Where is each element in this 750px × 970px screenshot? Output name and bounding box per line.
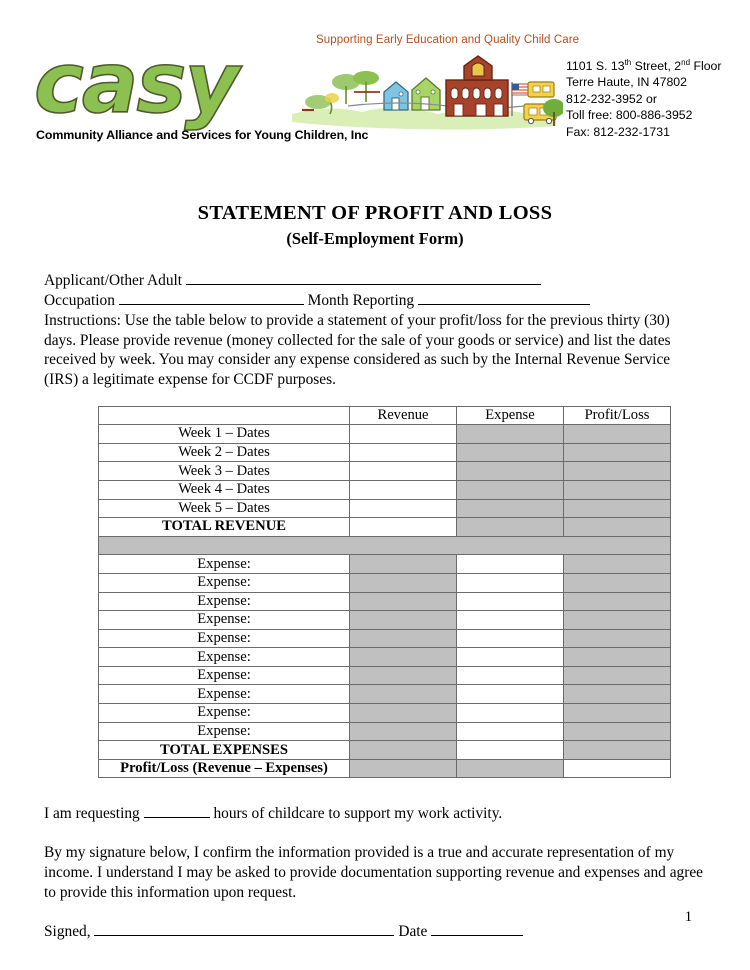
date-label: Date [398,922,428,940]
cell-revenue [350,741,457,760]
applicant-label: Applicant/Other Adult [44,272,183,289]
month-reporting-input-blank[interactable] [418,291,590,305]
cell-revenue [350,759,457,778]
cell-revenue [350,648,457,667]
cell-profit-loss [564,592,671,611]
address-toll-free: Toll free: 800-886-3952 [566,108,693,123]
cell-profit-loss [564,648,671,667]
cell-expense[interactable] [457,704,564,723]
table-row-revenue [99,499,671,518]
tagline: Supporting Early Education and Quality Child Care [316,34,580,46]
column-header-expense: Expense [457,406,564,425]
table-row-expense [99,573,671,592]
cell-expense [457,462,564,481]
table-row-expense [99,611,671,630]
page-title: STATEMENT OF PROFIT AND LOSS [197,202,553,224]
row-label: Week 3 – Dates [99,462,350,481]
table-row-expense [99,759,671,778]
occupation-input-blank[interactable] [119,291,304,305]
cell-profit-loss [564,480,671,499]
month-reporting-label: Month Reporting [307,291,415,309]
page-subtitle: (Self-Employment Form) [286,229,464,248]
cell-revenue [350,685,457,704]
section-spacer-cell [99,536,671,555]
row-label: Expense: [99,629,350,648]
cell-revenue [350,666,457,685]
date-input-blank[interactable] [431,922,523,936]
cell-expense[interactable] [457,573,564,592]
cell-profit-loss [564,462,671,481]
row-label: Week 4 – Dates [99,480,350,499]
signature-statement: By my signature below, I confirm the information provided is a true and accurate representation of my income. I understand I may be asked to provide documentation supporting revenue and expenses and agree to provide this information upon request. [44,844,704,901]
cell-expense[interactable] [457,722,564,741]
applicant-field-row [44,271,716,291]
row-label: TOTAL EXPENSES [99,741,350,760]
town-scene-illustration [288,52,563,134]
address-city-state-zip: Terre Haute, IN 47802 [566,75,687,90]
hours-request-line [44,804,716,824]
table-section-spacer [99,536,671,555]
address-street: 1101 S. 13th Street, 2nd Floor [566,57,722,73]
cell-profit-loss [564,573,671,592]
cell-revenue[interactable] [350,499,457,518]
cell-revenue [350,555,457,574]
applicant-input-blank[interactable] [186,271,541,285]
profit-loss-table-wrapper [98,406,650,779]
cell-expense[interactable] [457,685,564,704]
cell-profit-loss [564,722,671,741]
hours-input-blank[interactable] [144,804,210,818]
column-header-profit-loss: Profit/Loss [564,406,671,425]
cell-revenue [350,592,457,611]
table-row-revenue [99,480,671,499]
footer-spacer-2 [44,903,716,922]
cell-expense [457,759,564,778]
row-label: Week 5 – Dates [99,499,350,518]
table-row-expense [99,592,671,611]
cell-revenue [350,704,457,723]
table-row-expense [99,685,671,704]
cell-profit-loss [564,704,671,723]
cell-revenue [350,611,457,630]
column-header-blank [99,406,350,425]
cell-profit-loss [564,443,671,462]
row-label: Expense: [99,611,350,630]
cell-profit-loss [564,518,671,537]
row-label: Expense: [99,722,350,741]
cell-profit-loss[interactable] [564,759,671,778]
row-label: Expense: [99,685,350,704]
table-row-expense [99,722,671,741]
table-row-revenue [99,518,671,537]
cell-expense [457,443,564,462]
profit-loss-table [98,406,671,779]
table-row-revenue [99,462,671,481]
cell-revenue[interactable] [350,443,457,462]
occupation-label: Occupation [44,291,115,309]
cell-revenue[interactable] [350,462,457,481]
cell-revenue[interactable] [350,480,457,499]
table-body [99,406,671,778]
table-row-expense [99,741,671,760]
signature-line-row [44,922,716,942]
hours-request-suffix: hours of childcare to support my work activity. [213,805,503,823]
cell-profit-loss [564,685,671,704]
row-label: TOTAL REVENUE [99,518,350,537]
table-row-expense [99,648,671,667]
cell-expense[interactable] [457,611,564,630]
cell-profit-loss [564,629,671,648]
row-label: Expense: [99,704,350,723]
cell-profit-loss [564,425,671,444]
row-label: Week 2 – Dates [99,443,350,462]
table-row-expense [99,666,671,685]
contact-address-block [566,58,722,140]
casy-logo [34,34,314,132]
table-row-expense [99,704,671,723]
cell-expense[interactable] [457,592,564,611]
row-label: Expense: [99,555,350,574]
row-label: Expense: [99,573,350,592]
cell-expense[interactable] [457,629,564,648]
address-fax: Fax: 812-232-1731 [566,124,670,139]
cell-profit-loss [564,611,671,630]
cell-expense[interactable] [457,648,564,667]
table-row-revenue [99,443,671,462]
cell-revenue [350,722,457,741]
page-number: 1 [684,909,692,925]
cell-profit-loss [564,741,671,760]
cell-expense[interactable] [457,555,564,574]
row-label: Expense: [99,666,350,685]
table-header-row [99,406,671,425]
casy-logo-text: casy [34,34,238,132]
cell-profit-loss [564,499,671,518]
signature-input-blank[interactable] [94,922,394,936]
cell-expense [457,425,564,444]
cell-expense [457,518,564,537]
cell-revenue[interactable] [350,518,457,537]
cell-expense[interactable] [457,741,564,760]
cell-profit-loss [564,555,671,574]
table-row-revenue [99,425,671,444]
instructions-text: Instructions: Use the table below to provide a statement of your profit/loss for the previous thirty (30) days. Please provide revenue (money collected for the sale of your goods or service) and list the dates received by week. You may consider any expense considered as such by the Internal Revenue Service (IRS) a legitimate expense for CCDF purposes. [44,312,671,388]
occupation-month-field-row [44,291,716,311]
address-phone: 812-232-3952 or [566,91,657,106]
cell-revenue [350,573,457,592]
cell-revenue [350,629,457,648]
cell-profit-loss [564,666,671,685]
table-row-expense [99,629,671,648]
applicant-form-area [44,271,716,390]
table-row-expense [99,555,671,574]
cell-revenue[interactable] [350,425,457,444]
hours-request-prefix: I am requesting [44,805,140,823]
organization-name: Community Alliance and Services for Young Children, Inc [36,128,369,142]
row-label: Week 1 – Dates [99,425,350,444]
page-header [0,0,750,160]
footer-spacer [44,824,716,843]
signed-label: Signed, [44,922,91,940]
document-title-block [0,202,750,249]
column-header-revenue: Revenue [350,406,457,425]
row-label: Expense: [99,648,350,667]
row-label: Expense: [99,592,350,611]
cell-expense [457,499,564,518]
cell-expense[interactable] [457,666,564,685]
cell-expense [457,480,564,499]
footer-area [44,804,716,941]
row-label: Profit/Loss (Revenue – Expenses) [99,759,350,778]
